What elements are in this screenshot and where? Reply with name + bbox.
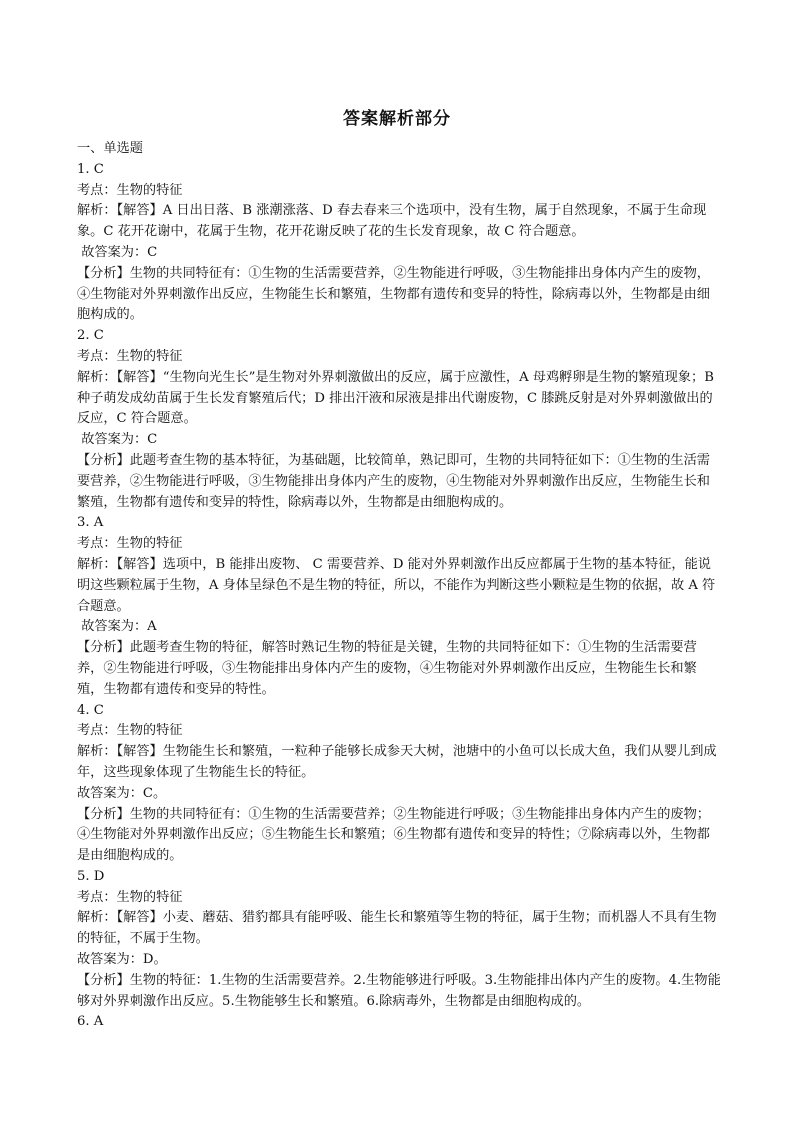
question-1 xyxy=(77,160,721,326)
section-heading: 一、单选题 xyxy=(77,141,143,156)
question-jiexi: 解析：【解答】生物能生长和繁殖，一粒种子能够长成参天大树，池塘中的小鱼可以长成大鱼，我们从婴儿到成年，这些现象体现了生物能生长的特征。 xyxy=(77,744,717,780)
question-kaodian: 考点：生物的特征 xyxy=(77,348,183,364)
question-fenxi: 【分析】生物的特征：1.生物的生活需要营养。2.生物能够进行呼吸。3.生物能排出体内产生的废物。4.生物能够对外界刺激作出反应。5.生物能够生长和繁殖。6.除病毒外，生物都是由细胞构成的。 xyxy=(77,972,721,1009)
question-number: 1. C xyxy=(77,161,104,177)
question-answer: 故答案为：D。 xyxy=(77,952,167,968)
question-answer: 故答案为：A xyxy=(77,619,157,635)
question-jiexi: 解析：【解答】选项中，B 能排出废物、 C 需要营养、D 能对外界刺激作出反应都属于生物的基本特征，能说明这些颗粒属于生物，A 身体呈绿色不是生物的特征，所以，不能作为判断这些小颗粒是生物的依据，故 A 符合题意。 xyxy=(77,556,716,614)
question-fenxi: 【分析】生物的共同特征有：①生物的生活需要营养；②生物能进行呼吸；③生物能排出身体内产生的废物；④生物能对外界刺激作出反应；⑤生物能生长和繁殖；⑥生物都有遗传和变异的特性；⑦除病毒以外，生物都是由细胞构成的。 xyxy=(77,806,710,864)
question-kaodian: 考点：生物的特征 xyxy=(77,889,183,905)
question-jiexi: 解析：【解答】“生物向光生长”是生物对外界刺激做出的反应，属于应激性，A 母鸡孵卵是生物的繁殖现象；B 种子萌发成幼苗属于生长发育繁殖后代；D 排出汗液和尿液是排出代谢废物，C 膝跳反射是对外界刺激做出的反应，C 符合题意。 xyxy=(77,369,719,427)
answer-content xyxy=(77,139,721,1033)
question-4 xyxy=(77,701,721,867)
question-number: 4. C xyxy=(77,702,104,718)
question-kaodian: 考点：生物的特征 xyxy=(77,536,183,552)
question-kaodian: 考点：生物的特征 xyxy=(77,182,183,198)
question-kaodian: 考点：生物的特征 xyxy=(77,723,183,739)
question-answer: 故答案为：C xyxy=(77,432,158,448)
question-jiexi: 解析：【解答】A 日出日落、B 涨潮涨落、D 春去春来三个选项中，没有生物，属于自然现象，不属于生命现象。C 花开花谢中，花属于生物，花开花谢反映了花的生长发育现象，故 C 符合题意。 xyxy=(77,203,707,240)
question-answer: 故答案为：C。 xyxy=(77,785,167,801)
question-fenxi: 【分析】此题考查生物的基本特征，为基础题，比较简单，熟记即可，生物的共同特征如下：①生物的生活需要营养，②生物能进行呼吸，③生物能排出身体内产生的废物，④生物能对外界刺激作出反应，生物能生长和繁殖，生物都有遗传和变异的特性，除病毒以外，生物都是由细胞构成的。 xyxy=(77,452,710,510)
question-number: 2. C xyxy=(77,328,104,344)
question-fenxi: 【分析】生物的共同特征有：①生物的生活需要营养，②生物能进行呼吸，③生物能排出身体内产生的废物，④生物能对外界刺激作出反应，生物能生长和繁殖，生物都有遗传和变异的特性，除病毒以外，生物都是由细胞构成的。 xyxy=(77,265,710,323)
question-answer: 故答案为：C xyxy=(77,244,158,260)
question-number: 6. A xyxy=(77,1014,104,1030)
question-3 xyxy=(77,513,721,700)
question-fenxi: 【分析】此题考查生物的特征，解答时熟记生物的特征是关键，生物的共同特征如下：①生物的生活需要营养，②生物能进行呼吸，③生物能排出身体内产生的废物，④生物能对外界刺激作出反应，生物能生长和繁殖，生物都有遗传和变异的特性。 xyxy=(77,640,697,697)
question-number: 5. D xyxy=(77,868,105,884)
page-title: 答案解析部分 xyxy=(343,109,451,129)
question-jiexi: 解析：【解答】小麦、蘑菇、猎豹都具有能呼吸、能生长和繁殖等生物的特征，属于生物；而机器人不具有生物的特征，不属于生物。 xyxy=(77,910,717,947)
question-5 xyxy=(77,867,721,1013)
question-number: 3. A xyxy=(77,515,104,531)
question-2 xyxy=(77,326,721,513)
